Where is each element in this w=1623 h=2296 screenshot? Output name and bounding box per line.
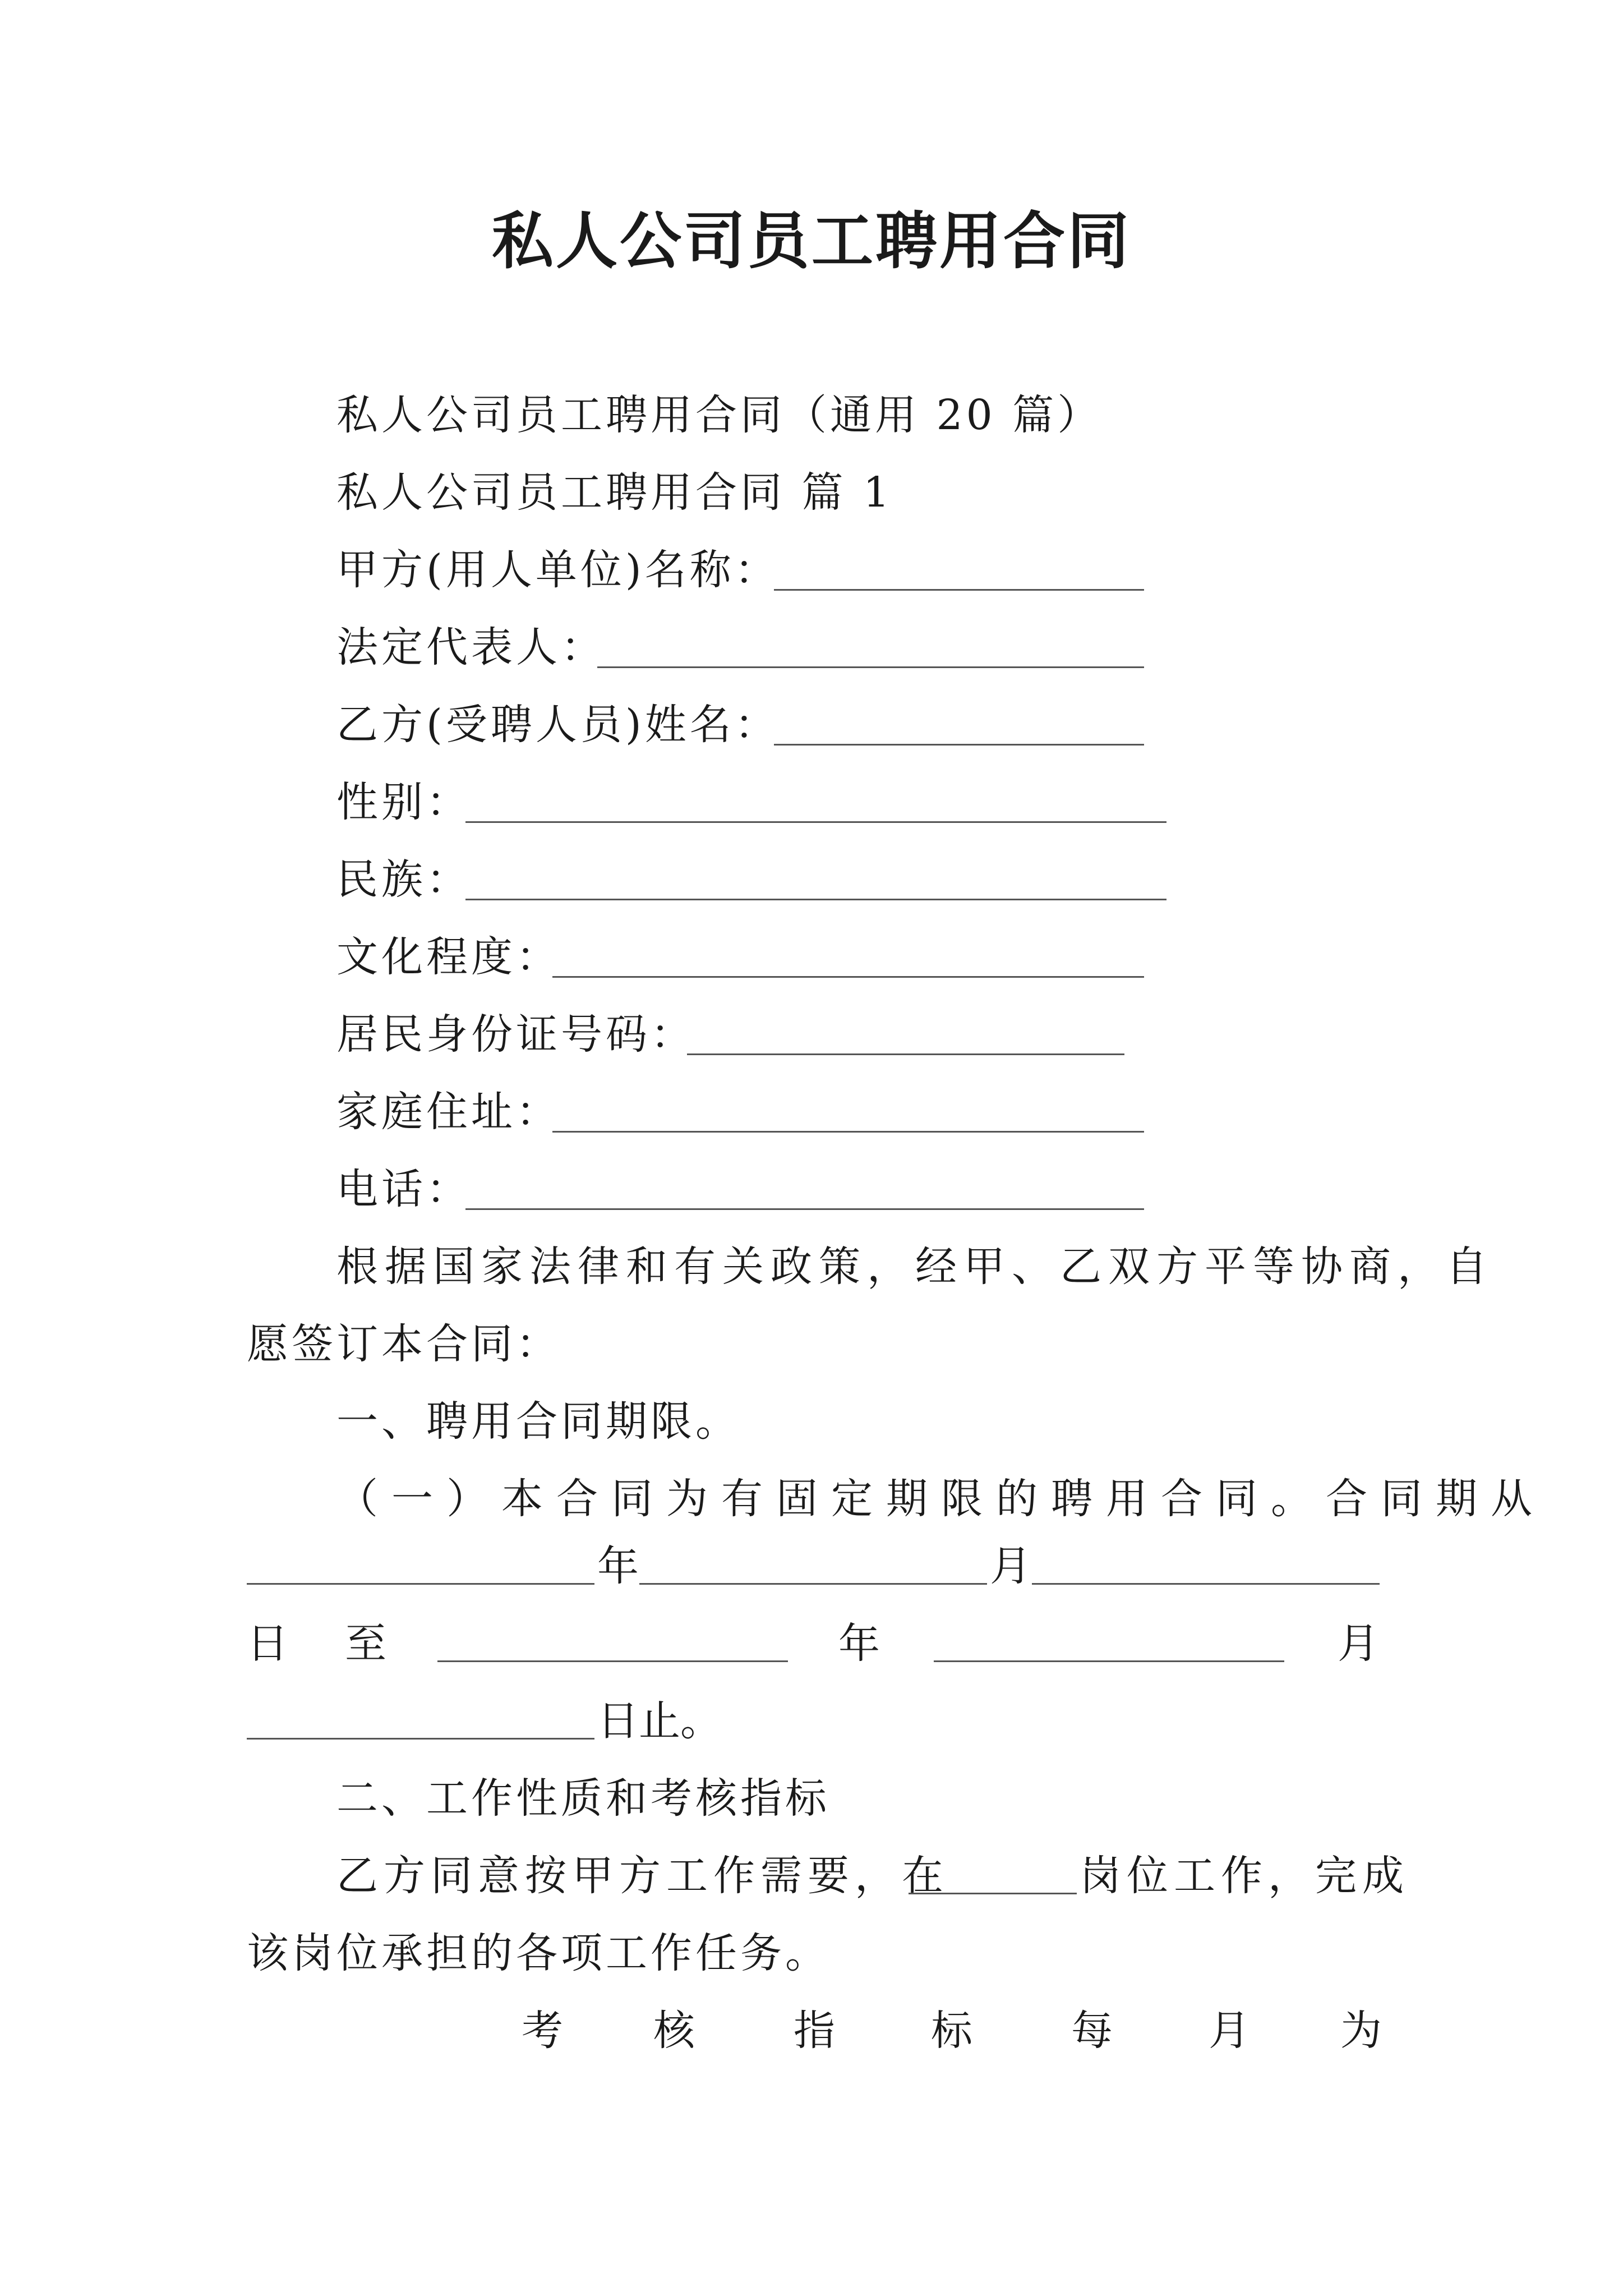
- field-label: 文化程度：: [336, 933, 561, 981]
- assessment-word: 月: [1209, 2007, 1250, 2055]
- field-education: [336, 929, 561, 985]
- document-title: 私人公司员工聘用合同: [492, 205, 1131, 277]
- clause-1-heading: 一、聘用合同期限。: [336, 1397, 740, 1446]
- assessment-word: 为: [1340, 2007, 1382, 2055]
- assessment-word: 考: [522, 2007, 563, 2055]
- section-heading: 私人公司员工聘用合同 篇 1: [336, 468, 893, 517]
- field-label: 家庭住址：: [336, 1088, 561, 1136]
- field-legal-rep: [336, 619, 606, 675]
- field-label: 甲方(用人单位)名称：: [336, 546, 780, 594]
- field-employee-name: [336, 697, 780, 753]
- field-label: 乙方(受聘人员)姓名：: [336, 701, 780, 749]
- field-blank-employee-name[interactable]: [774, 744, 1144, 746]
- field-blank-employer-name[interactable]: [774, 589, 1144, 591]
- blank-start-day[interactable]: [1032, 1583, 1380, 1585]
- field-label: 居民身份证号码：: [336, 1010, 695, 1059]
- label-end-year: 年: [838, 1619, 880, 1668]
- label-end-month: 月: [1338, 1619, 1379, 1668]
- blank-position[interactable]: [909, 1893, 1077, 1894]
- field-phone: [336, 1161, 471, 1217]
- intro-paragraph-line1: 根据国家法律和有关政策，经甲、乙双方平等协商，自: [336, 1243, 1494, 1291]
- clause-2-line1a: 乙方同意按甲方工作需要，在: [336, 1852, 949, 1900]
- blank-end-month[interactable]: [934, 1660, 1284, 1662]
- field-address: [336, 1084, 561, 1140]
- clause-2-line2: 该岗位承担的各项工作任务。: [247, 1929, 830, 1977]
- label-to: 至: [345, 1619, 386, 1668]
- field-label: 民族：: [336, 855, 471, 904]
- field-gender: [336, 774, 471, 830]
- field-blank-gender[interactable]: [465, 821, 1166, 823]
- intro-paragraph-line2: 愿签订本合同：: [247, 1320, 561, 1368]
- field-label: 法定代表人：: [336, 623, 606, 671]
- assessment-word: 核: [653, 2007, 695, 2055]
- blank-start-month[interactable]: [639, 1583, 987, 1585]
- label-year: 年: [597, 1542, 639, 1590]
- blank-end-year[interactable]: [437, 1660, 788, 1662]
- field-label: 电话：: [336, 1165, 471, 1213]
- blank-start-year[interactable]: [247, 1583, 594, 1585]
- label-day: 日: [247, 1619, 288, 1668]
- assessment-word: 标: [931, 2007, 972, 2055]
- label-month: 月: [990, 1542, 1031, 1590]
- field-blank-phone[interactable]: [465, 1208, 1144, 1210]
- clause-2-heading: 二、工作性质和考核指标: [336, 1774, 830, 1823]
- clause-2-line1b: 岗位工作，完成: [1080, 1852, 1409, 1900]
- label-day-end: 日止。: [597, 1697, 722, 1745]
- field-employer-name: [336, 542, 780, 598]
- field-blank-address[interactable]: [552, 1131, 1144, 1133]
- field-blank-education[interactable]: [552, 976, 1144, 978]
- field-blank-legal-rep[interactable]: [597, 666, 1144, 668]
- field-id-number: [336, 1006, 695, 1062]
- field-blank-ethnicity[interactable]: [465, 899, 1166, 900]
- field-blank-id-number[interactable]: [687, 1053, 1124, 1055]
- clause-1-1-line1: （一）本合同为有固定期限的聘用合同。合同期从: [336, 1475, 1546, 1523]
- blank-end-day[interactable]: [247, 1738, 594, 1740]
- field-ethnicity: [336, 852, 471, 908]
- assessment-word: 每: [1071, 2007, 1113, 2055]
- field-label: 性别：: [336, 778, 471, 826]
- assessment-word: 指: [794, 2007, 835, 2055]
- document-subtitle: 私人公司员工聘用合同（通用 20 篇）: [336, 391, 1103, 439]
